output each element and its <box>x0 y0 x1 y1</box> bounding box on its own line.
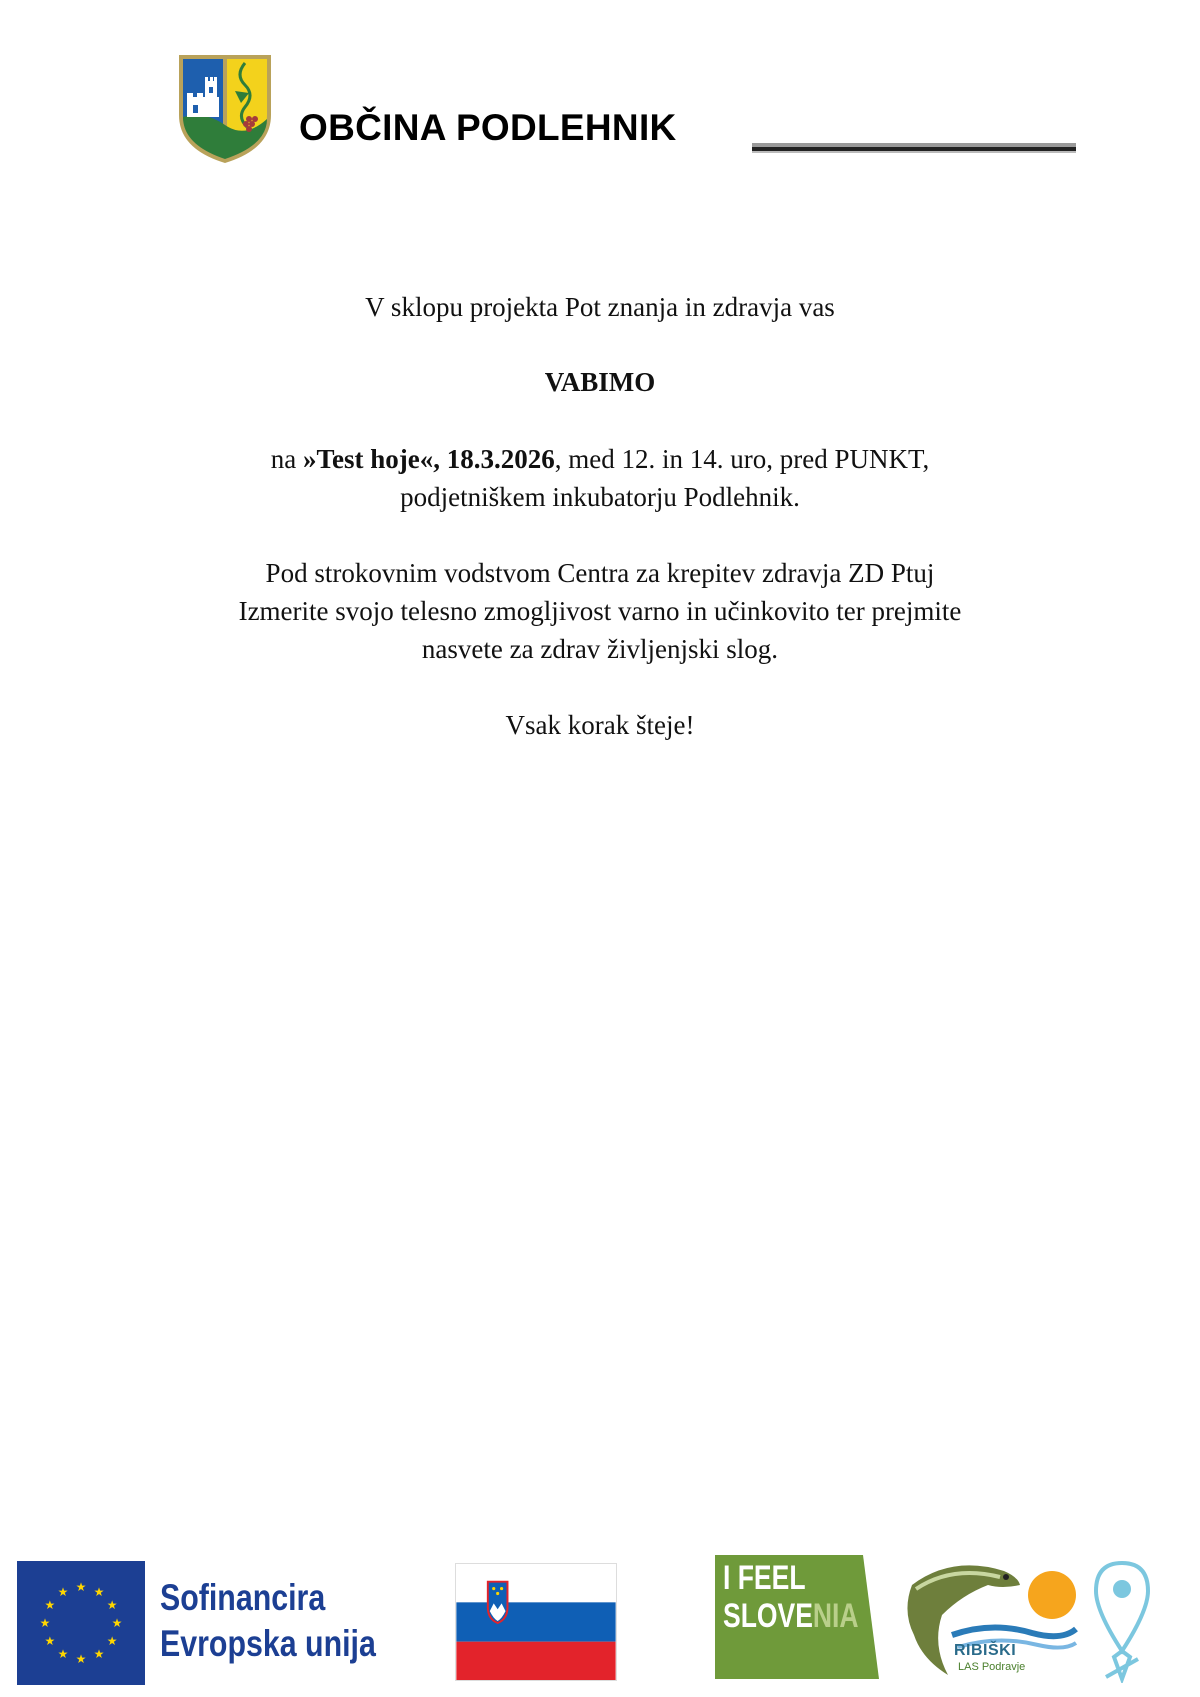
ribiski-subtitle: LAS Podravje <box>958 1661 1026 1673</box>
slovenia-flag-icon <box>455 1563 617 1681</box>
footer-logos <box>0 1555 1200 1697</box>
eu-star-icon: ★ <box>39 1616 51 1630</box>
i-feel-slovenia-logo <box>715 1555 879 1679</box>
map-pin-icon <box>1092 1559 1152 1683</box>
event-time-place: , med 12. in 14. uro, pred PUNKT, <box>554 444 930 474</box>
description-line: nasvete za zdrav življenjski slog. <box>421 634 779 664</box>
closing-slogan: Vsak korak šteje! <box>505 710 695 740</box>
eu-text-line2: Evropska unija <box>160 1623 376 1664</box>
eu-star-icon: ★ <box>93 1647 105 1662</box>
municipality-name: OBČINA PODLEHNIK <box>299 107 677 148</box>
ifeel-line1: I FEEL <box>723 1559 806 1597</box>
ifeel-line2b: NIA <box>812 1597 859 1635</box>
header-divider <box>752 143 1076 155</box>
eu-text-line1: Sofinancira <box>160 1577 326 1618</box>
podlehnik-coat-of-arms-logo <box>175 53 275 165</box>
ifeel-line2a: SLOVE <box>723 1597 813 1635</box>
eu-star-icon: ★ <box>44 1598 56 1612</box>
eu-star-icon: ★ <box>111 1616 123 1630</box>
event-description <box>150 554 1050 668</box>
event-prefix: na <box>270 444 303 474</box>
eu-star-icon: ★ <box>75 1580 87 1594</box>
invitation-text <box>150 288 1050 744</box>
eu-flag-icon <box>17 1561 145 1685</box>
event-name-date: »Test hoje«, 18.3.2026 <box>303 444 555 474</box>
eu-star-icon: ★ <box>93 1584 105 1599</box>
event-venue: podjetniškem inkubatorju Podlehnik. <box>400 482 800 512</box>
invitation-heading: VABIMO <box>544 367 656 397</box>
event-details <box>150 440 1050 516</box>
eu-star-icon: ★ <box>106 1634 118 1648</box>
eu-star-icon: ★ <box>106 1598 118 1612</box>
description-line: Izmerite svojo telesno zmogljivost varno in učinkovito ter prejmite <box>238 596 962 626</box>
eu-star-icon: ★ <box>57 1584 69 1599</box>
eu-star-icon: ★ <box>44 1634 56 1648</box>
eu-cofunding-label <box>160 1575 376 1667</box>
invitation-intro: V sklopu projekta Pot znanja in zdravja vas <box>365 292 835 322</box>
ribiski-las-podravje-logo <box>892 1555 1078 1685</box>
eu-star-icon: ★ <box>75 1652 87 1666</box>
description-line: Pod strokovnim vodstvom Centra za krepitev zdravja ZD Ptuj <box>265 558 935 588</box>
eu-star-icon: ★ <box>57 1647 69 1662</box>
ribiski-name: RIBIŠKI <box>954 1642 1017 1659</box>
